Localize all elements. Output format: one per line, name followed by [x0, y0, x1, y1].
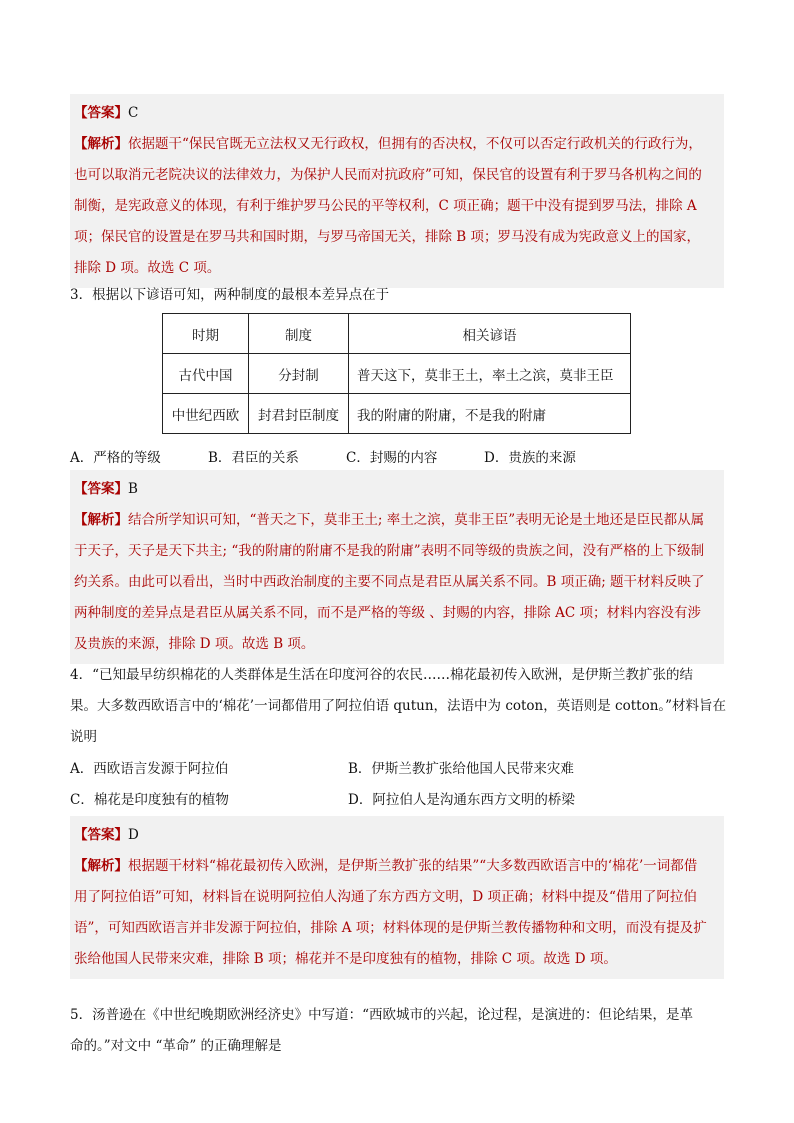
analysis-text: 根据题干材料“棉花最初传入欧洲，是伊斯兰教扩张的结果”“大多数西欧语言中的‘棉花’一词都借: [128, 858, 698, 874]
answer-value: C: [128, 105, 139, 121]
option-b: B．君臣的关系: [208, 450, 299, 466]
option-c: C．封赐的内容: [346, 450, 438, 466]
analysis-line: 约关系。由此可以看出，当时中西政治制度的主要不同点是君臣从属关系不同。B 项正确; 题干材料反映了: [74, 574, 705, 590]
option-b: B．伊斯兰教扩张给他国人民带来灾难: [348, 761, 574, 777]
question-3-options: [70, 446, 730, 470]
table-cell: 我的附庸的附庸，不是我的附庸: [349, 394, 631, 434]
question-text: 3．根据以下谚语可知，两种制度的最根本差异点在于: [70, 287, 390, 303]
question-4-options: [70, 754, 730, 816]
table-header-cell: 相关谚语: [349, 314, 631, 354]
analysis-line: 语”，可知西欧语言并非发源于阿拉伯，排除 A 项；材料体现的是伊斯兰教传播物种和文明，而没有提及扩: [74, 920, 707, 936]
answer-line: [74, 98, 720, 129]
answer-value: B: [128, 481, 138, 497]
analysis-line: [74, 851, 720, 882]
option-d: D．阿拉伯人是沟通东西方文明的桥梁: [348, 792, 575, 808]
analysis-tag: 【解析】: [74, 858, 128, 874]
answer-line: [74, 474, 720, 505]
table-row: [163, 354, 631, 394]
analysis-text: 依据题干“保民官既无立法权又无行政权，但拥有的否决权，不仅可以否定行政机关的行政行为，: [128, 136, 702, 152]
analysis-line: 制衡，是宪政意义的体现，有利于维护罗马公民的平等权利，C 项正确；题干中没有提到罗马法，排除 A: [74, 198, 697, 214]
answer-line: [74, 820, 720, 851]
analysis-tag: 【解析】: [74, 136, 128, 152]
question-4-stem: [70, 660, 727, 753]
analysis-line: 排除 D 项。故选 C 项。: [74, 260, 221, 276]
option-c: C．棉花是印度独有的植物: [70, 792, 229, 808]
option-d: D．贵族的来源: [484, 450, 576, 466]
analysis-line: 于天子，天子是天下共主; “我的附庸的附庸不是我的附庸”表明不同等级的贵族之间，没有严格的上下级制: [74, 543, 705, 559]
analysis-line: [74, 505, 720, 536]
answer-analysis-block-2: [70, 470, 724, 664]
answer-tag: 【答案】: [74, 827, 128, 843]
table-header-row: [163, 314, 631, 354]
analysis-line: [74, 129, 720, 160]
answer-tag: 【答案】: [74, 481, 128, 497]
analysis-text: 结合所学知识可知，“普天之下，莫非王土; 率土之滨，莫非王臣”表明无论是土地还是臣民都从属: [128, 512, 705, 528]
question-text: 命的。”对文中 “革命” 的正确理解是: [70, 1038, 282, 1054]
question-text: 果。大多数西欧语言中的‘棉花’一词都借用了阿拉伯语 qutun，法语中为 coton，英语则是 cotton。”材料旨在: [70, 698, 727, 714]
question-text: 4．“已知最早纺织棉花的人类群体是生活在印度河谷的农民……棉花最初传入欧洲，是伊斯兰教扩张的结: [70, 667, 693, 683]
table-row: [163, 394, 631, 434]
table-cell: 中世纪西欧: [163, 394, 249, 434]
answer-value: D: [128, 827, 139, 843]
analysis-line: 项；保民官的设置是在罗马共和国时期，与罗马帝国无关，排除 B 项；罗马没有成为宪政意义上的国家，: [74, 229, 701, 245]
analysis-line: 两种制度的差异点是君臣从属关系不同，而不是严格的等级 、封赐的内容，排除 AC 项；材料内容没有涉: [74, 605, 701, 621]
table-cell: 普天这下，莫非王土，率土之滨，莫非王臣: [349, 354, 631, 394]
question-text: 说明: [70, 729, 97, 745]
proverb-table: [162, 313, 631, 434]
table-cell: 分封制: [249, 354, 349, 394]
analysis-line: 也可以取消元老院决议的法律效力，为保护人民而对抗政府”可知，保民官的设置有利于罗马各机构之间的: [74, 167, 702, 183]
answer-analysis-block-1: [70, 94, 724, 288]
question-text: 5．汤普逊在《中世纪晚期欧洲经济史》中写道：“西欧城市的兴起，论过程，是演进的：但论结果，是革: [70, 1007, 693, 1023]
table-cell: 古代中国: [163, 354, 249, 394]
table-cell: 封君封臣制度: [249, 394, 349, 434]
question-3-stem: [70, 280, 724, 311]
option-a: A．西欧语言发源于阿拉伯: [70, 761, 229, 777]
analysis-line: 用了阿拉伯语”可知，材料旨在说明阿拉伯人沟通了东方西方文明，D 项正确；材料中提及“借用了阿拉伯: [74, 889, 697, 905]
answer-analysis-block-3: [70, 816, 724, 979]
table-header-cell: 时期: [163, 314, 249, 354]
option-a: A．严格的等级: [70, 450, 161, 466]
table-header-cell: 制度: [249, 314, 349, 354]
question-5-stem: [70, 1000, 724, 1062]
analysis-line: 及贵族的来源，排除 D 项。故选 B 项。: [74, 636, 315, 652]
analysis-line: 张给他国人民带来灾难，排除 B 项；棉花并不是印度独有的植物，排除 C 项。故选 D 项。: [74, 951, 617, 967]
answer-tag: 【答案】: [74, 105, 128, 121]
analysis-tag: 【解析】: [74, 512, 128, 528]
